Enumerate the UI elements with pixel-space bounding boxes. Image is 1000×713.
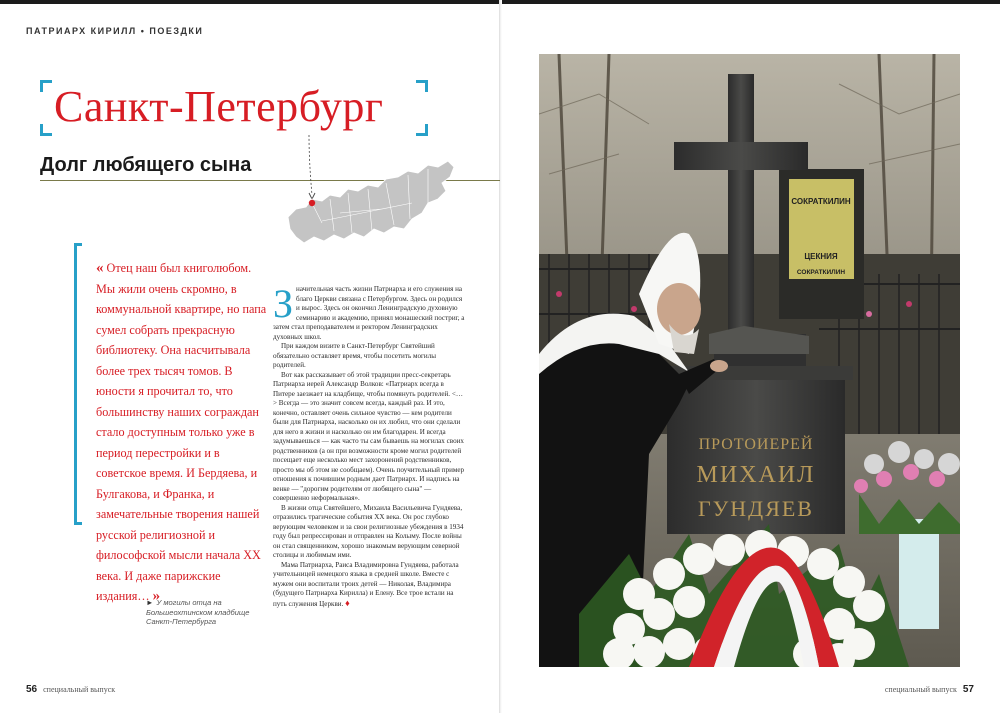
folio-left <box>26 684 115 695</box>
end-mark-icon: ♦ <box>345 597 350 608</box>
plaque-text-3: СОКРАТКИЛИН <box>796 269 846 276</box>
magazine-name-right: специальный выпуск <box>884 685 957 694</box>
quote-bracket <box>74 243 82 525</box>
pull-quote-text: Отец наш был книголюбом. Мы жили очень скромно, в коммунальной квартире, но папа сумел собрать прекрасную библиотеку. Она насчитывала более трех тысяч томов. В юности я прочитал то, что большинству наших сограждан стало доступным только уже в период перестройки и в советское время. И Бердяева, и Булгакова, и Франка, и замечательные творения нашей русской религиозной и философской мысли начала XX века. И даже парижские издания… <box>96 261 267 603</box>
body-paragraph: Вот как рассказывает об этой традиции пресс-секретарь Патриарха иерей Александр Волков: «Патриарх всегда в Питере заезжает на кладбище, чтобы помянуть родителей. <…> Всегда — это значит совсем всегда, каждый раз. И это, конечно, оставляет очень сильное чувство — кем родители были для Патриарха, насколько он их любил, что они сделали для него в жизни и насколько он им благодарен. И всегда задумываешься — как часто ты сам бываешь на могилах своих родственников (а он при возможности кроме могил родителей посещает еще несколько мест захоронений родственников, просто мы об этом не сообщаем). Очень поучительный пример отношения к почившим родным дает Патриарх. И надпись на венке — "дорогим родителям от любящего сына" — совершенно неформальная». <box>273 370 465 502</box>
quote-close-mark: » <box>152 588 161 604</box>
spine-gutter <box>499 0 502 713</box>
grave-inscription-3: ГУНДЯЕВ <box>698 496 814 521</box>
cemetery-photo <box>539 54 960 667</box>
bracket-top-left <box>40 80 52 92</box>
grave-inscription-2: МИХАИЛ <box>696 462 816 488</box>
plaque-text-1: СОКРАТКИЛИН <box>791 197 851 206</box>
body-paragraph: При каждом визите в Санкт-Петербург Святейший обязательно оставляет время, чтобы посетить могилы родителей. <box>273 342 437 369</box>
photo-illustration <box>539 54 960 667</box>
russia-map-icon <box>282 133 457 263</box>
magazine-name-left: специальный выпуск <box>43 685 116 694</box>
body-paragraph <box>273 561 465 610</box>
body-paragraph: В жизни отца Святейшего, Михаила Васильевича Гундяева, отразились трагические события XX века. Он рос глубоко верующим человеком и за свои религиозные убеждения в 1934 году был репрессирован и отправлен на Колыму. После войны он стал священником, хорошо знакомым верующим северной столицы и любимым ими. <box>273 503 464 559</box>
caption-marker-icon: ► <box>146 598 154 607</box>
body-column <box>273 281 465 609</box>
section-header: ПАТРИАРХ КИРИЛЛ • ПОЕЗДКИ <box>26 26 204 36</box>
grave-inscription-1: ПРОТОИЕРЕЙ <box>698 436 814 453</box>
title-box <box>40 80 428 136</box>
drop-cap: З <box>273 281 294 326</box>
page-number-left: 56 <box>26 684 38 695</box>
article-title: Санкт-Петербург <box>54 82 384 131</box>
page-number-right: 57 <box>962 684 974 695</box>
plaque-text-2: ЦЕКНИЯ <box>804 252 838 261</box>
pull-quote <box>96 258 272 607</box>
body-paragraph: начительная часть жизни Патриарха и его служения на благо Церкви связана с Петербургом. Здесь он родился и вырос. Здесь он окончил Ленинградскую духовную семинарию и академию, принял монашеский постриг, а затем стал преподавателем и ректором Ленинградских духовных школ. <box>273 285 465 341</box>
photo-caption <box>146 598 264 627</box>
bracket-top-right <box>416 80 428 92</box>
caption-text: У могилы отца на Большеохтинском кладбище Санкт-Петербурга <box>146 598 250 626</box>
quote-open-mark: « <box>96 260 104 276</box>
folio-right <box>885 684 974 695</box>
article-subtitle: Долг любящего сына <box>40 154 252 176</box>
body-paragraph-text: Мама Патриарха, Раиса Владимировна Гундяева, работала учительницей немецкого языка в средней школе. Вместе с мужем они воспитали троих детей — Николая, Владимира (будущего Патриарха Кирилла) и Елену. Все трое встали на путь служения Церкви. <box>273 560 459 608</box>
bracket-bottom-left <box>40 124 52 136</box>
